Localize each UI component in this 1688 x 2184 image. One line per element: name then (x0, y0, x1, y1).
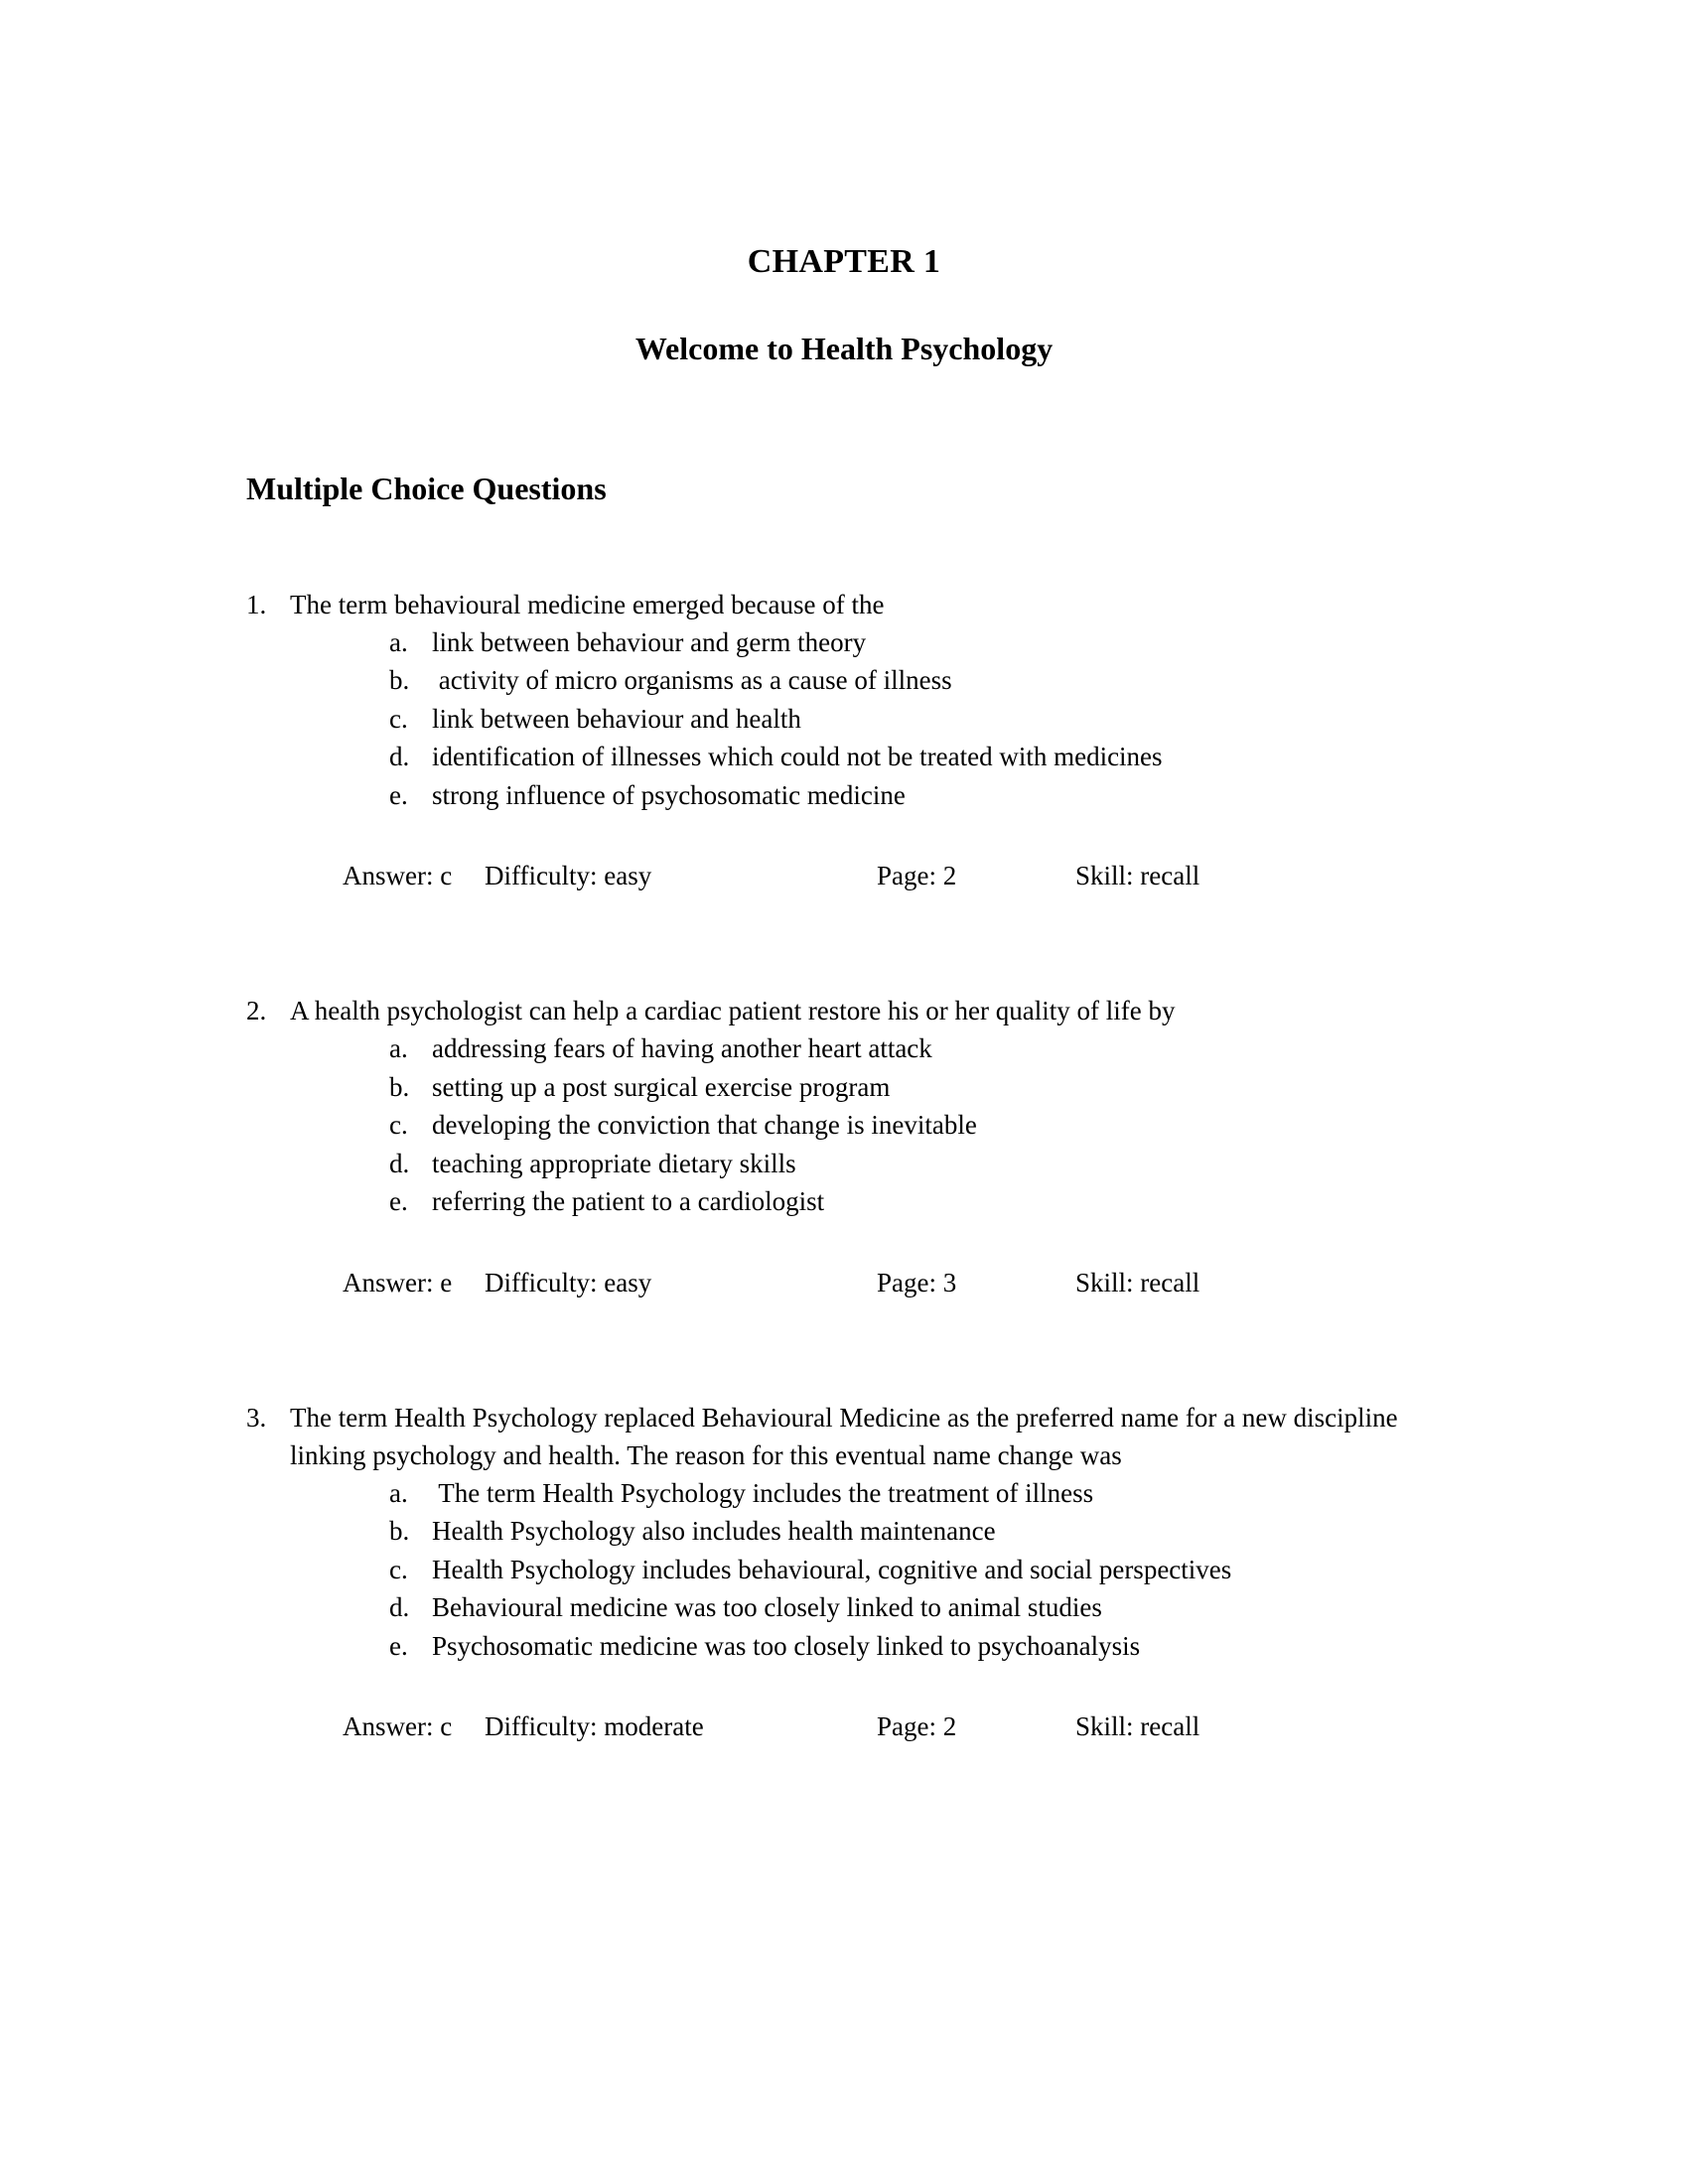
section-heading-multiple-choice: Multiple Choice Questions (246, 470, 607, 506)
option-item[interactable] (389, 1182, 1688, 1221)
answer-metadata-row (0, 1665, 1688, 1745)
page-reference: Page: 3 (877, 1267, 957, 1297)
option-item[interactable] (389, 1145, 1688, 1183)
questions-list (0, 506, 1688, 1746)
option-letter: e. (389, 1186, 408, 1217)
chapter-subtitle: Welcome to Health Psychology (634, 331, 1054, 367)
page-reference: Page: 2 (877, 1711, 957, 1742)
skill-type: Skill: recall (1075, 1267, 1200, 1297)
option-letter: c. (389, 703, 408, 734)
difficulty-level: Difficulty: easy (485, 861, 652, 891)
option-letter: b. (389, 1516, 410, 1547)
answer-key: Answer: e (343, 1267, 453, 1297)
option-letter: d. (389, 742, 410, 772)
answer-options-list (0, 1029, 1688, 1221)
option-letter: c. (389, 1554, 408, 1584)
skill-type: Skill: recall (1075, 1711, 1200, 1742)
option-letter: b. (389, 665, 410, 696)
question-block (0, 586, 1688, 895)
option-item[interactable] (389, 1474, 1688, 1513)
page-reference: Page: 2 (877, 861, 957, 891)
question-text: The term Health Psychology replaced Behavioural Medicine as the preferred name for a new discipline linking psychology and health. The reason for this eventual name change was (290, 1402, 1398, 1470)
option-text: strong influence of psychosomatic medicine (432, 779, 906, 810)
option-text: developing the conviction that change is inevitable (432, 1110, 977, 1141)
option-letter: e. (389, 1630, 408, 1661)
option-item[interactable] (389, 700, 1688, 739)
option-letter: e. (389, 779, 408, 810)
option-text: link between behaviour and germ theory (432, 626, 867, 657)
option-letter: c. (389, 1110, 408, 1141)
chapter-title: CHAPTER 1 (747, 243, 941, 280)
question-number: 3. (246, 1402, 267, 1433)
option-text: referring the patient to a cardiologist (432, 1186, 825, 1217)
option-item[interactable] (389, 1627, 1688, 1666)
option-item[interactable] (389, 1551, 1688, 1589)
option-item[interactable] (389, 623, 1688, 662)
option-item[interactable] (389, 1588, 1688, 1627)
question-stem-row (0, 1399, 1688, 1474)
option-item[interactable] (389, 1106, 1688, 1145)
option-text: Health Psychology includes behavioural, cognitive and social perspectives (432, 1554, 1232, 1584)
option-text: teaching appropriate dietary skills (432, 1148, 796, 1178)
option-item[interactable] (389, 738, 1688, 776)
skill-type: Skill: recall (1075, 861, 1200, 891)
question-block (0, 1399, 1688, 1746)
answer-options-list (0, 1474, 1688, 1666)
option-item[interactable] (389, 1029, 1688, 1068)
question-stem-row (0, 992, 1688, 1029)
option-text: identification of illnesses which could not be treated with medicines (432, 742, 1163, 772)
option-letter: a. (389, 1477, 408, 1508)
question-number: 1. (246, 589, 267, 619)
option-text: Health Psychology also includes health maintenance (432, 1516, 996, 1547)
option-text: Behavioural medicine was too closely linked to animal studies (432, 1592, 1102, 1623)
question-number: 2. (246, 996, 267, 1026)
option-letter: a. (389, 626, 408, 657)
option-item[interactable] (389, 776, 1688, 815)
question-text: The term behavioural medicine emerged because of the (290, 589, 885, 619)
option-item[interactable] (389, 1068, 1688, 1107)
option-letter: d. (389, 1592, 410, 1623)
option-text: The term Health Psychology includes the treatment of illness (432, 1477, 1094, 1508)
option-letter: a. (389, 1033, 408, 1064)
question-text: A health psychologist can help a cardiac patient restore his or her quality of life by (290, 996, 1176, 1026)
question-block (0, 992, 1688, 1301)
answer-options-list (0, 623, 1688, 815)
option-text: setting up a post surgical exercise program (432, 1071, 891, 1102)
option-text: Psychosomatic medicine was too closely linked to psychoanalysis (432, 1630, 1141, 1661)
option-text: activity of micro organisms as a cause of illness (432, 665, 952, 696)
answer-key: Answer: c (343, 861, 453, 891)
answer-metadata-row (0, 814, 1688, 894)
difficulty-level: Difficulty: easy (485, 1267, 652, 1297)
option-item[interactable] (389, 661, 1688, 700)
question-stem-row (0, 586, 1688, 623)
option-letter: b. (389, 1071, 410, 1102)
option-text: addressing fears of having another heart attack (432, 1033, 932, 1064)
option-item[interactable] (389, 1512, 1688, 1551)
answer-key: Answer: c (343, 1711, 453, 1742)
option-text: link between behaviour and health (432, 703, 801, 734)
option-letter: d. (389, 1148, 410, 1178)
difficulty-level: Difficulty: moderate (485, 1711, 704, 1742)
answer-metadata-row (0, 1221, 1688, 1301)
